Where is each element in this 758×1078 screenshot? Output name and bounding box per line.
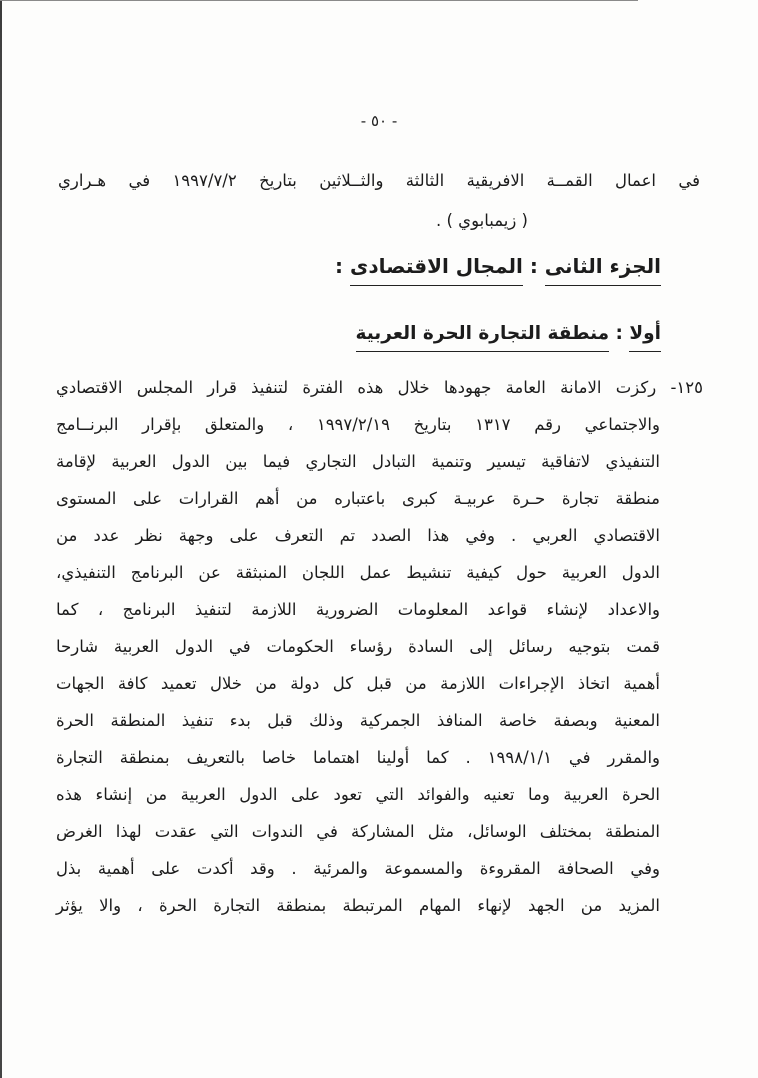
- page-number: - ٥٠ -: [360, 112, 398, 130]
- paragraph-125-line: أهمية اتخاذ الإجراءات اللازمة من قبل كل دولة من خلال تعميد كافة الجهات: [56, 674, 660, 693]
- subsection-heading: [356, 323, 662, 344]
- section-heading-part1: الجزء الثانى: [545, 254, 661, 286]
- paragraph-125-line: قمت بتوجيه رسائل إلى السادة رؤساء الحكومات في الدول العربية شارحا: [56, 637, 660, 656]
- section-heading-colon: :: [522, 254, 545, 278]
- section-heading-trailing-colon: :: [335, 254, 351, 278]
- subsection-heading-part1: أولا: [629, 323, 661, 352]
- subsection-heading-colon: :: [609, 323, 630, 344]
- intro-line-1: في اعمال القمــة الافريقية الثالثة والثــلاثين بتاريخ ١٩٩٧/٧/٢ في هـراري: [58, 171, 700, 190]
- paragraph-125-line: ١٢٥- ركزت الامانة العامة جهودها خلال هذه الفترة لتنفيذ قرار المجلس الاقتصادي: [56, 378, 703, 397]
- paragraph-125-line: الاقتصادي العربي . وفي هذا الصدد تم التعرف على وجهة نظر عدد من: [56, 526, 660, 545]
- paragraph-125-line: والمقرر في ١٩٩٨/١/١ . كما أولينا اهتماما خاصا بالتعريف بمنطقة التجارة: [56, 748, 660, 767]
- paragraph-125-line: المعنية وبصفة خاصة المنافذ الجمركية وذلك قبل بدء تنفيذ المنطقة الحرة: [56, 711, 660, 730]
- paragraph-125-line: والاعداد لإنشاء قواعد المعلومات الضرورية اللازمة لتنفيذ البرنامج ، كما: [56, 600, 660, 619]
- paragraph-125: [56, 369, 703, 924]
- paragraph-125-line: المنطقة بمختلف الوسائل، مثل المشاركة في الندوات التي عقدت لهذا الغرض: [56, 822, 660, 841]
- subsection-heading-part2: منطقة التجارة الحرة العربية: [356, 323, 610, 352]
- paragraph-125-line: الحرة العربية وما تعنيه والفوائد التي تعود على الدول العربية من إنشاء هذه: [56, 785, 660, 804]
- intro-paragraph: [58, 161, 700, 241]
- intro-line-2: ( زيمبابوي ) .: [436, 211, 528, 230]
- paragraph-125-line: والاجتماعي رقم ١٣١٧ بتاريخ ١٩٩٧/٢/١٩ ، والمتعلق بإقرار البرنــامج: [56, 415, 660, 434]
- paragraph-125-line: وفي الصحافة المقروءة والمسموعة والمرئية . وقد أكدت على أهمية بذل: [56, 859, 660, 878]
- scan-edge-artifact: [0, 0, 638, 1]
- scan-edge-artifact: [0, 0, 2, 1078]
- paragraph-125-line: منطقة تجارة حـرة عربيـة كبرى باعتباره من أهم القرارات على المستوى: [56, 489, 660, 508]
- paragraph-125-line: التنفيذي لاتفاقية تيسير وتنمية التبادل التجاري فيما بين الدول العربية لإقامة: [56, 452, 660, 471]
- paragraph-125-line: المزيد من الجهد لإنهاء المهام المرتبطة بمنطقة التجارة الحرة ، والا يؤثر: [56, 896, 660, 915]
- paragraph-125-line: الدول العربية حول كيفية تنشيط عمل اللجان المنبثقة عن البرنامج التنفيذي،: [56, 563, 660, 582]
- section-heading: [335, 254, 661, 278]
- section-heading-part2: المجال الاقتصادى: [350, 254, 523, 286]
